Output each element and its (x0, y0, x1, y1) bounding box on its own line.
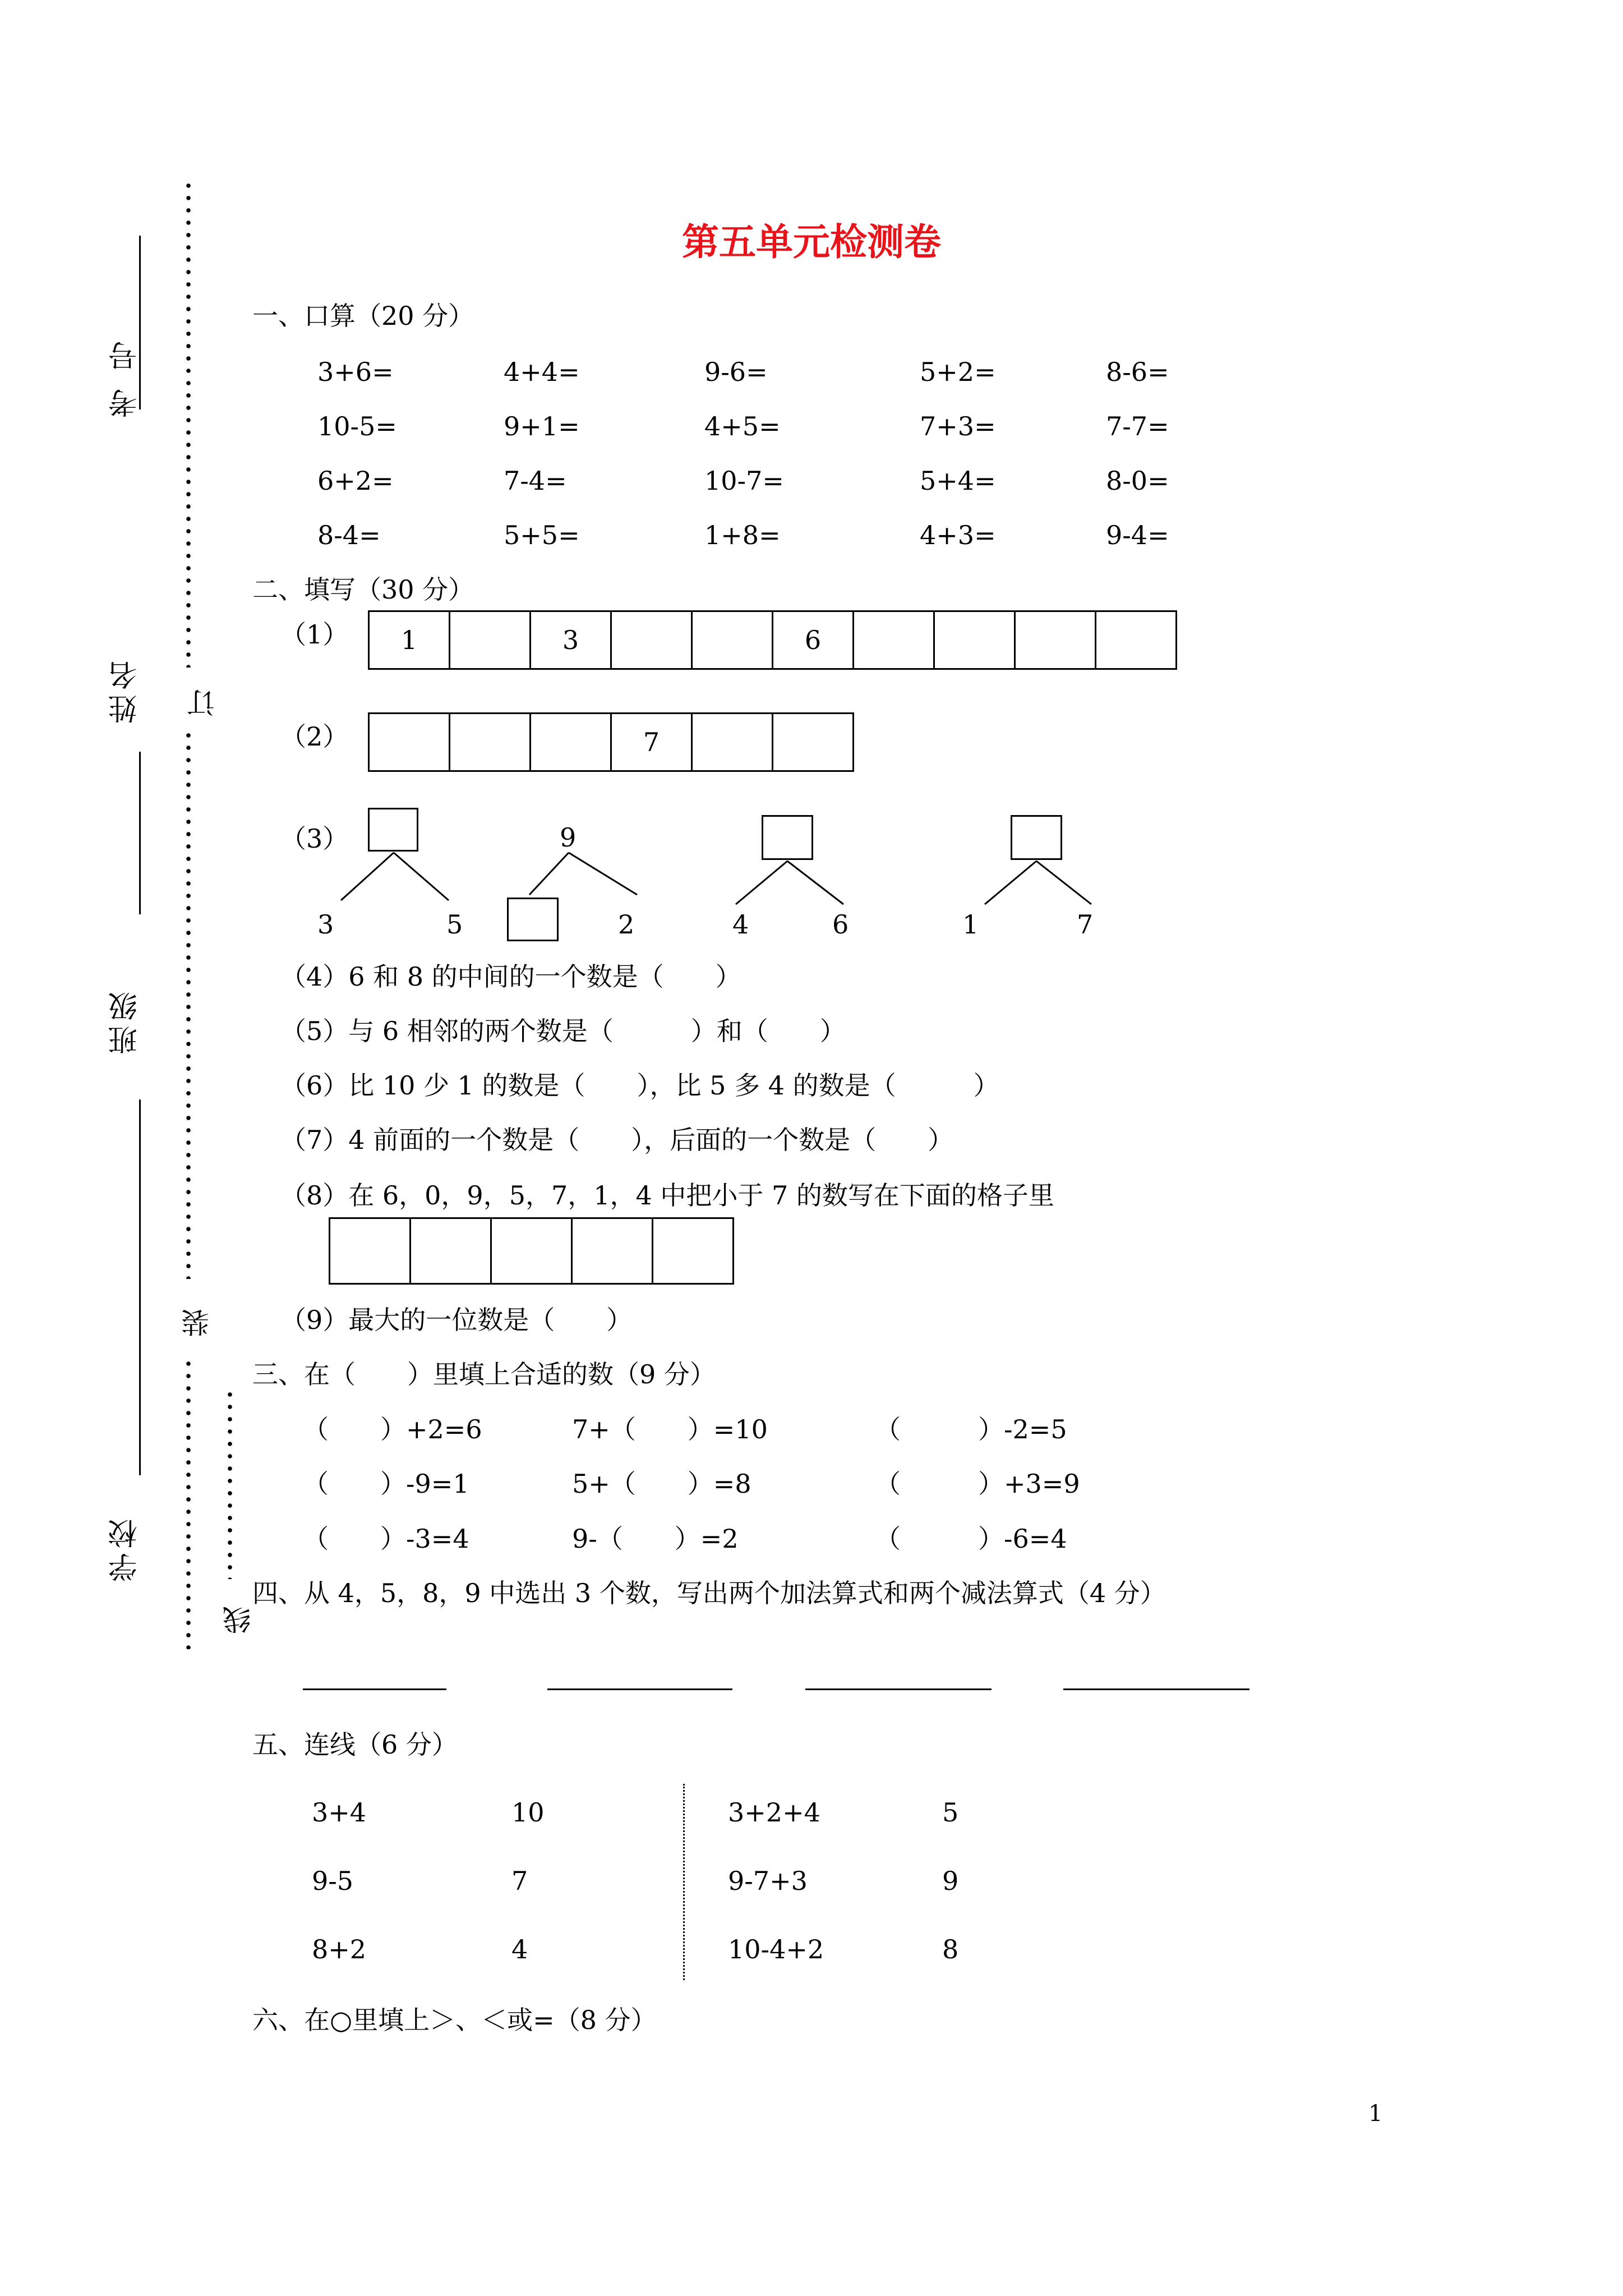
fill-item: （ ）-9=1 (303, 1469, 469, 1499)
calc-item: 9-6= (704, 357, 768, 387)
calc-item: 5+4= (920, 466, 996, 496)
match-value[interactable]: 8 (942, 1934, 959, 1964)
calc-item: 4+3= (920, 520, 996, 550)
grid-cell[interactable] (329, 1217, 411, 1285)
label-xingming: 姓名 (109, 656, 142, 724)
label-zhuang: 装 (181, 1304, 214, 1337)
calc-item: 10-7= (704, 466, 784, 496)
tree-top-box[interactable] (762, 815, 813, 860)
question-5: （5）与 6 相邻的两个数是（ ）和（ ） (280, 1016, 846, 1046)
answer-line[interactable] (547, 1688, 732, 1690)
section5-heading: 五、连线（6 分） (252, 1729, 458, 1760)
calc-item: 3+6= (317, 357, 394, 387)
grid-cell[interactable] (409, 1217, 492, 1285)
tree-left-number: 4 (732, 909, 749, 940)
q2-label: （2） (280, 721, 349, 752)
grid-cell[interactable] (571, 1217, 653, 1285)
fill-item: （ ）-2=5 (875, 1414, 1067, 1444)
fill-item: （ ）+3=9 (875, 1469, 1080, 1499)
tree-right-number: 6 (832, 909, 849, 940)
grid-cell[interactable] (652, 1217, 734, 1285)
match-value[interactable]: 7 (511, 1866, 528, 1896)
match-expression[interactable]: 3+4 (312, 1797, 367, 1828)
fill-item: 5+（ ）=8 (572, 1469, 751, 1499)
match-value[interactable]: 9 (942, 1866, 959, 1896)
label-ding: 订 (187, 684, 219, 717)
calc-item: 5+2= (920, 357, 996, 387)
page-title: 第五单元检测卷 (682, 220, 941, 264)
tree-left-box[interactable] (507, 898, 559, 941)
question-8: （8）在 6，0，9，5，7，1，4 中把小于 7 的数写在下面的格子里 (280, 1180, 1054, 1211)
match-value[interactable]: 5 (942, 1797, 959, 1828)
question-6: （6）比 10 少 1 的数是（ ），比 5 多 4 的数是（ ） (280, 1070, 999, 1101)
label-xian: 线 (223, 1602, 255, 1634)
fill-item: 7+（ ）=10 (572, 1414, 768, 1444)
calc-item: 8-4= (317, 520, 381, 550)
grid-cell[interactable]: 6 (772, 610, 854, 670)
answer-line[interactable] (1063, 1688, 1249, 1690)
tree-right-number: 2 (618, 909, 635, 940)
fill-item: （ ）-6=4 (875, 1524, 1067, 1554)
section1-heading: 一、口算（20 分） (252, 301, 474, 331)
tree-left-number: 1 (962, 909, 979, 940)
match-expression[interactable]: 9-7+3 (728, 1866, 808, 1896)
tree-top-box[interactable] (368, 808, 418, 852)
tree-top-box[interactable] (1011, 815, 1062, 860)
fill-item: （ ）-3=4 (303, 1524, 469, 1554)
tree-right-number: 5 (446, 909, 463, 940)
fill-item: （ ）+2=6 (303, 1414, 482, 1444)
tree-right-number: 7 (1077, 909, 1094, 940)
calc-item: 6+2= (317, 466, 394, 496)
matching-divider (683, 1784, 685, 1980)
section4-heading: 四、从 4，5，8，9 中选出 3 个数，写出两个加法算式和两个减法算式（4 分） (252, 1578, 1166, 1608)
match-expression[interactable]: 3+2+4 (728, 1797, 820, 1828)
calc-item: 8-6= (1106, 357, 1169, 387)
label-banji: 班级 (109, 987, 142, 1055)
calc-item: 9+1= (504, 411, 580, 441)
q1-label: （1） (280, 619, 349, 650)
match-expression[interactable]: 10-4+2 (728, 1934, 824, 1964)
calc-item: 8-0= (1106, 466, 1169, 496)
calc-item: 5+5= (504, 520, 580, 550)
calc-item: 7-7= (1106, 411, 1169, 441)
calc-item: 4+4= (504, 357, 580, 387)
grid-cell[interactable]: 7 (610, 712, 693, 772)
q3-label: （3） (280, 823, 349, 854)
section6-heading: 六、在○里填上＞、＜或=（8 分） (252, 2005, 657, 2035)
section3-heading: 三、在（ ）里填上合适的数（9 分） (252, 1359, 716, 1389)
tree-top-number: 9 (560, 822, 577, 853)
match-expression[interactable]: 9-5 (312, 1866, 354, 1896)
calc-item: 9-4= (1106, 520, 1169, 550)
answer-line[interactable] (805, 1688, 992, 1690)
calc-item: 1+8= (704, 520, 781, 550)
grid-cell[interactable]: 3 (529, 610, 612, 670)
question-4: （4）6 和 8 的中间的一个数是（ ） (280, 961, 741, 992)
question-7: （7）4 前面的一个数是（ ），后面的一个数是（ ） (280, 1125, 954, 1155)
grid-cell[interactable]: 1 (368, 610, 450, 670)
section2-heading: 二、填写（30 分） (252, 574, 474, 605)
grid-cell[interactable] (490, 1217, 573, 1285)
calc-item: 7-4= (504, 466, 567, 496)
calc-item: 10-5= (317, 411, 397, 441)
match-value[interactable]: 10 (511, 1797, 545, 1828)
answer-line[interactable] (303, 1688, 446, 1690)
fill-item: 9-（ ）=2 (572, 1524, 739, 1554)
label-kaohao: 考 号 (109, 337, 142, 418)
question-9: （9）最大的一位数是（ ） (280, 1305, 633, 1335)
page-number: 1 (1368, 2101, 1383, 2127)
calc-item: 4+5= (704, 411, 781, 441)
label-xuexiao: 学校 (109, 1515, 142, 1582)
match-value[interactable]: 4 (511, 1934, 528, 1964)
tree-left-number: 3 (317, 909, 334, 940)
calc-item: 7+3= (920, 411, 996, 441)
match-expression[interactable]: 8+2 (312, 1934, 367, 1964)
